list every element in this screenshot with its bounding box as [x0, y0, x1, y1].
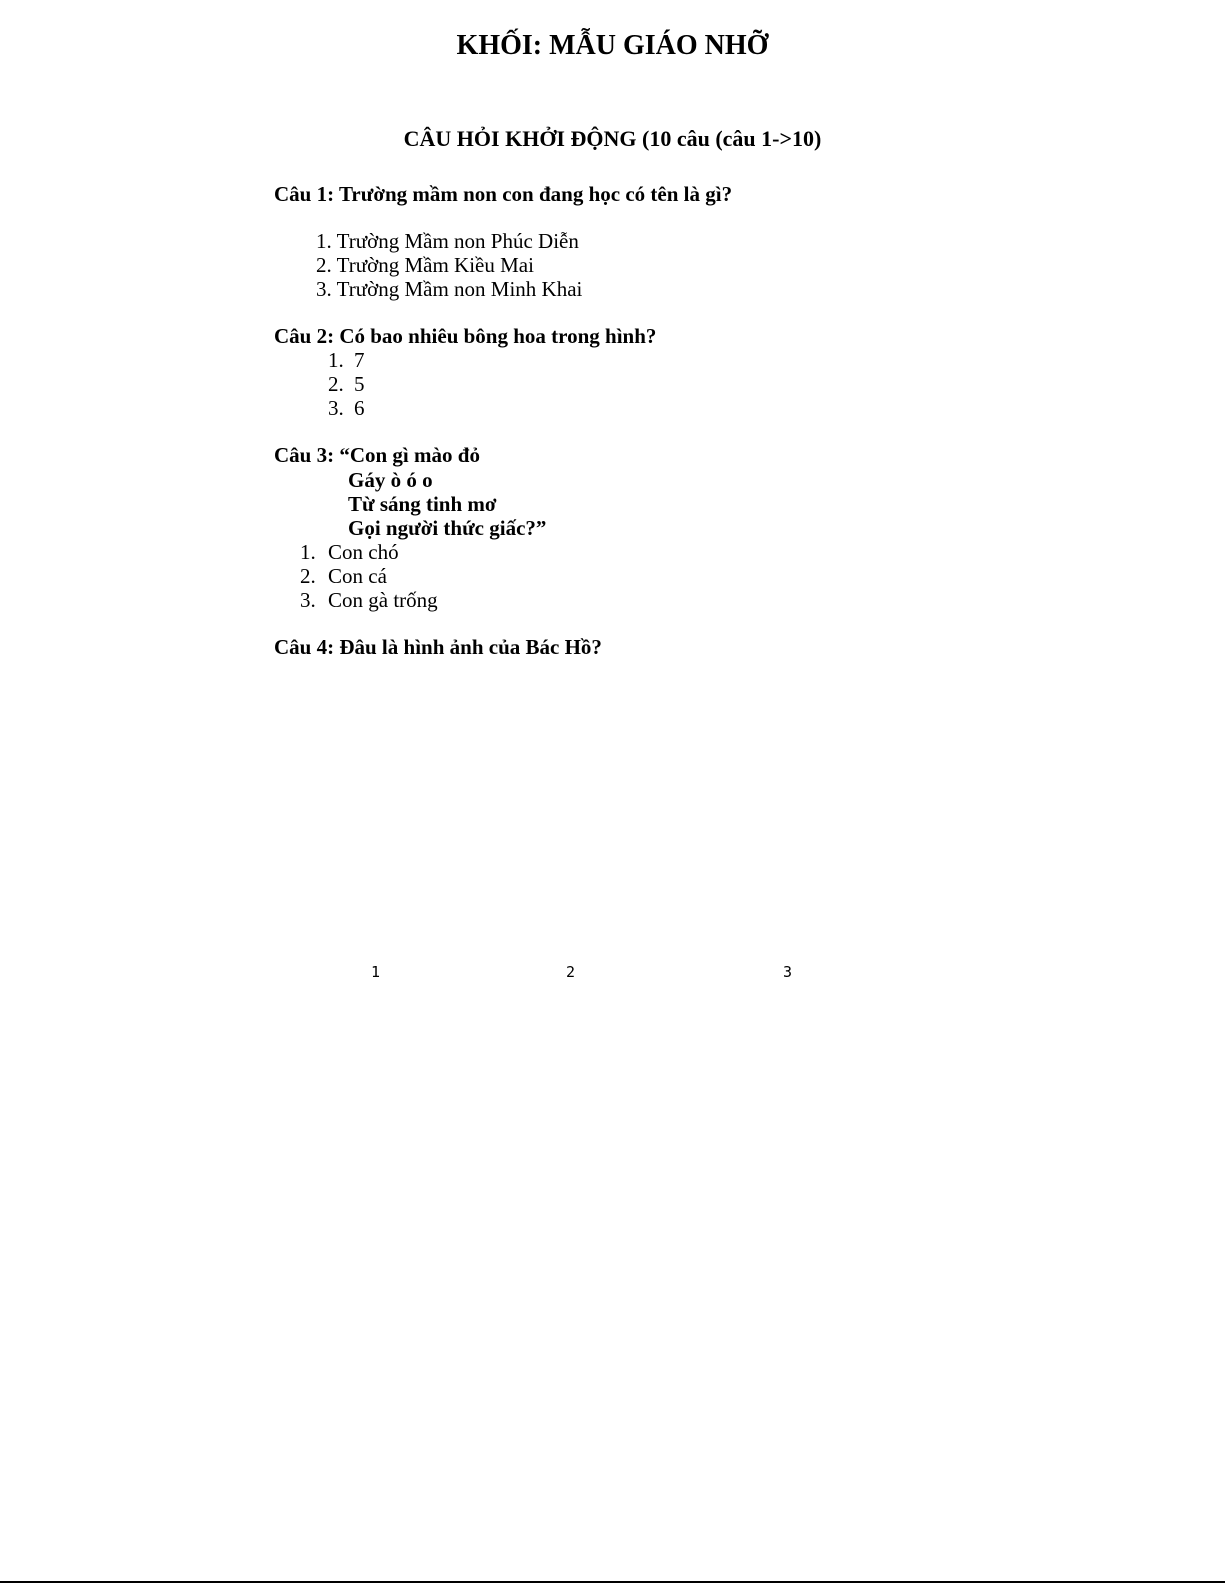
option-text: Trường Mầm non Phúc Diễn [336, 229, 579, 253]
question-1-prompt: Câu 1: Trường mầm non con đang học có tên là gì? [274, 182, 733, 206]
option-number: 2. [316, 253, 332, 277]
option-number: 3. [328, 396, 344, 420]
question-3-prompt: Câu 3: “Con gì mào đỏ [274, 443, 480, 467]
option-text: Trường Mầm non Minh Khai [336, 277, 583, 301]
option-number: 1. [300, 540, 316, 564]
option-number: 2. [300, 564, 316, 588]
question-2-option-3 [328, 396, 365, 421]
option-text: Con gà trống [328, 588, 438, 612]
grade-title: KHỐI: MẪU GIÁO NHỠ [456, 30, 769, 61]
question-3-option-2 [300, 564, 387, 589]
question-1-option-3 [316, 277, 582, 302]
option-number: 3. [300, 588, 316, 612]
option-number: 3. [316, 277, 332, 301]
option-text: 6 [354, 396, 365, 420]
question-2-prompt: Câu 2: Có bao nhiêu bông hoa trong hình? [274, 324, 657, 348]
section-title: CÂU HỎI KHỞI ĐỘNG (10 câu (câu 1->10) [403, 126, 822, 151]
question-3-option-1 [300, 540, 399, 565]
option-number: 1. [328, 348, 344, 372]
option-text: Con cá [328, 564, 387, 588]
option-text: 5 [354, 372, 365, 396]
option-number: 2. [328, 372, 344, 396]
option-text: Trường Mầm Kiều Mai [336, 253, 534, 277]
option-text: 7 [354, 348, 365, 372]
option-number: 1. [316, 229, 332, 253]
image-label-1: 1 [371, 963, 381, 981]
question-3-poem-line-2: Từ sáng tinh mơ [348, 492, 497, 516]
page-bottom-border [0, 1581, 1225, 1583]
image-label-2: 2 [566, 963, 576, 981]
question-3-option-3 [300, 588, 438, 613]
question-3-poem-line-3: Gọi người thức giấc?” [348, 516, 547, 540]
question-1-option-2 [316, 253, 534, 278]
question-3-poem-line-1: Gáy ò ó o [348, 468, 433, 492]
question-2-option-2 [328, 372, 365, 397]
option-text: Con chó [328, 540, 399, 564]
question-4-prompt: Câu 4: Đâu là hình ảnh của Bác Hồ? [274, 635, 602, 659]
question-1-option-1 [316, 229, 579, 254]
question-2-option-1 [328, 348, 365, 373]
image-label-3: 3 [783, 963, 793, 981]
